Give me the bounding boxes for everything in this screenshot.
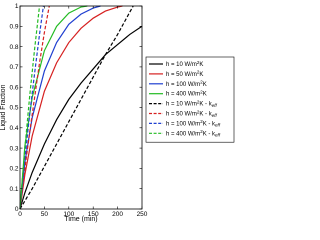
legend-label: h = 100 $W/m^2K$ xyxy=(166,79,207,88)
legend-label: h = 400 $W/m^2K$ xyxy=(166,89,207,98)
x-axis-ticks xyxy=(18,6,148,218)
plot-area xyxy=(20,6,142,209)
series-line-5 xyxy=(20,6,133,209)
legend xyxy=(146,57,234,142)
y-tick-label: 0.9 xyxy=(9,23,19,31)
x-tick-label: 50 xyxy=(40,211,49,218)
y-tick-label: 0.7 xyxy=(9,64,19,72)
y-axis-label: Liquid Fraction xyxy=(0,84,7,131)
y-tick-label: 0.5 xyxy=(9,104,19,112)
legend-box xyxy=(146,57,234,142)
legend-label: h = 100 $W/m^2K - k_{eff}$ xyxy=(166,119,221,128)
y-tick-label: 0.8 xyxy=(9,43,19,51)
y-tick-label: 0.6 xyxy=(9,84,19,92)
series-line-3 xyxy=(20,6,101,209)
y-tick-label: 0.2 xyxy=(9,165,19,173)
series-line-1 xyxy=(20,26,142,209)
y-tick-label: 0.4 xyxy=(9,125,19,132)
x-tick-label: 200 xyxy=(112,211,124,218)
x-axis-label: Time (min) xyxy=(64,216,98,223)
y-tick-label: 0 xyxy=(14,206,19,214)
legend-label: h = 10 $W/m^2K$ xyxy=(166,59,204,68)
x-tick-label: 0 xyxy=(18,211,22,218)
x-tick-label: 100 xyxy=(63,211,75,218)
legend-label: h = 400 $W/m^2K - k_{eff}$ xyxy=(166,129,221,138)
y-tick-label: 0.3 xyxy=(9,145,19,153)
legend-label: h = 50 $W/m^2K$ xyxy=(166,69,204,78)
x-tick-label: 250 xyxy=(136,211,148,218)
legend-label: h = 10 $W/m^2K - k_{eff}$ xyxy=(166,99,217,108)
x-tick-label: 150 xyxy=(87,211,99,218)
y-tick-label: 0.1 xyxy=(9,185,19,193)
legend-label: h = 50 $W/m^2K - k_{eff}$ xyxy=(166,109,217,118)
y-tick-label: 1 xyxy=(14,3,19,11)
